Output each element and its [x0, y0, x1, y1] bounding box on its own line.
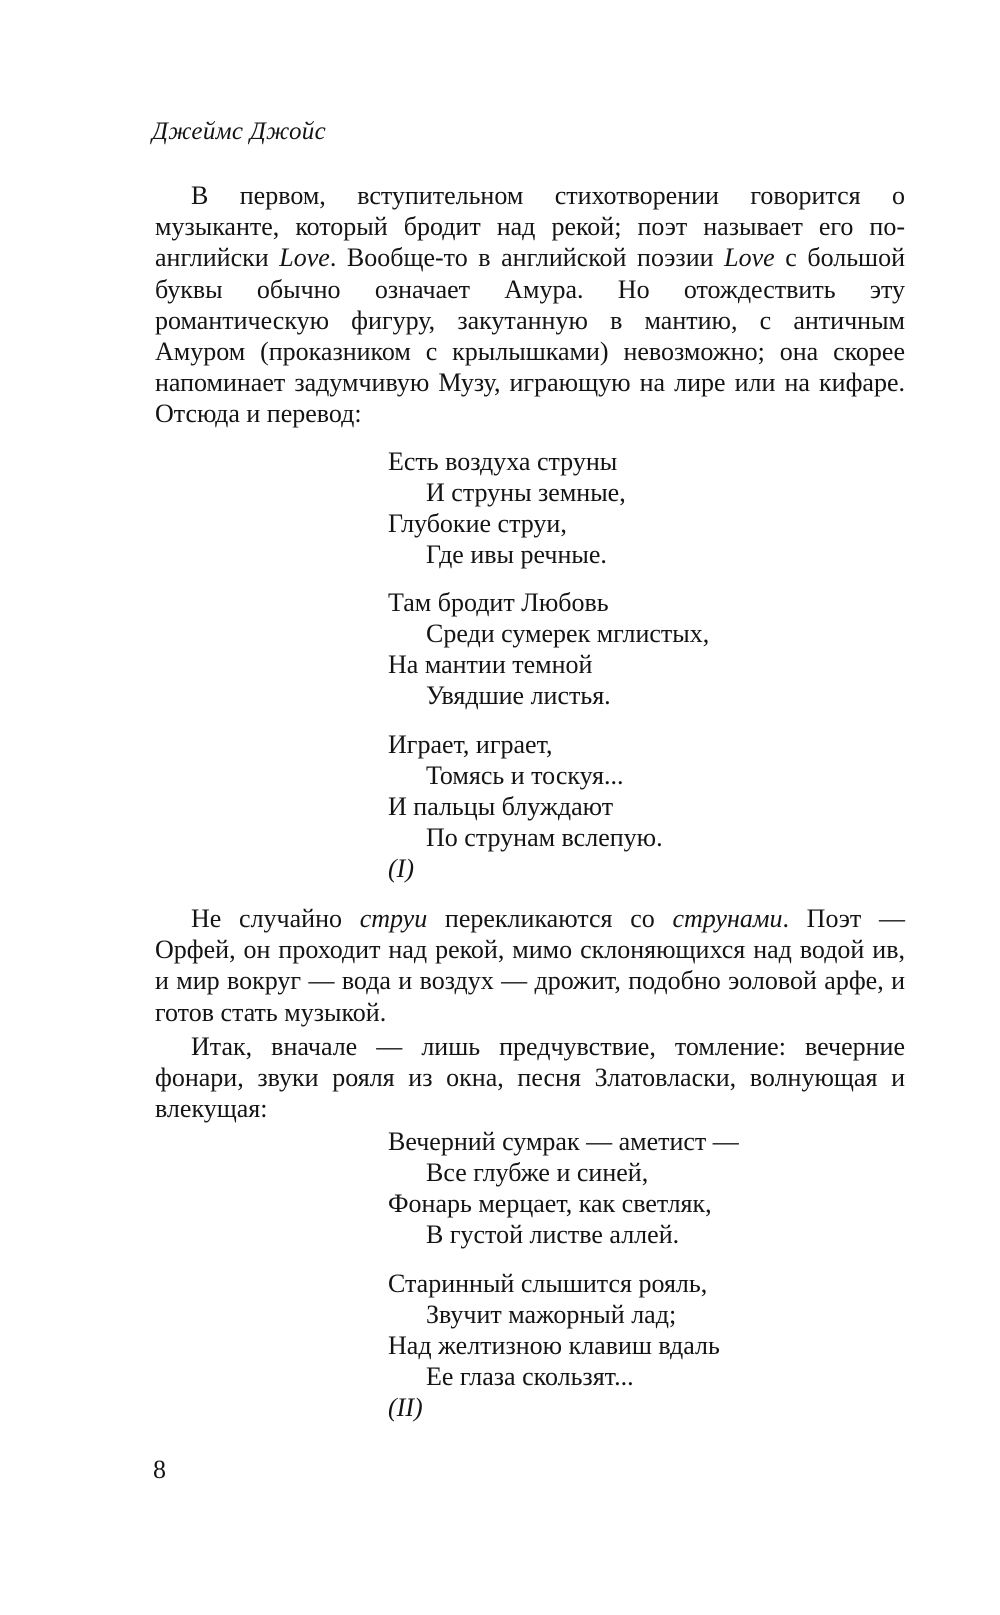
running-head: Джеймс Джойс — [152, 118, 326, 145]
verse-line: И пальцы блуждают — [388, 792, 614, 821]
text-segment: Итак, вначале — лишь предчувствие, томление: вечерние фонари, звуки рояля из окна, песня Златовласки, волнующая и влекущая: — [155, 1032, 905, 1124]
paragraph-premonition — [155, 1031, 905, 1125]
verse-line: Глубокие струи, — [388, 509, 567, 538]
verse-line: Фонарь мерцает, как светляк, — [388, 1189, 712, 1218]
verse-line: Есть воздуха струны — [388, 447, 618, 476]
text-segment-italic: Love — [279, 243, 330, 273]
paragraph-orpheus — [155, 903, 905, 1028]
verse-line: Там бродит Любовь — [388, 588, 609, 617]
verse-line: На мантии темной — [388, 650, 593, 679]
text-segment: . Вообще-то в английской поэзии — [329, 243, 725, 273]
verse-line: Старинный слышится рояль, — [388, 1269, 708, 1298]
poem-number: (I) — [388, 854, 414, 883]
poem1-stanza-1 — [388, 446, 626, 570]
text-segment: . Поэт — Орфей, он проходит над рекой, мимо склоняющихся над водой ив, и мир вокруг — вода и воздух — дрожит, подобно эоловой арфе, и готов стать музыкой. — [155, 904, 906, 1027]
page-number: 8 — [153, 1455, 166, 1484]
poem1-stanza-2 — [388, 587, 709, 711]
text-segment: В первом, вступительном стихотворении говорится о музыканте, который бродит над рекой; поэт называет его по-английски — [155, 181, 905, 273]
verse-line: Среди сумерек мглистых, — [426, 619, 710, 648]
verse-line: Томясь и тоскуя... — [426, 761, 624, 790]
verse-line: По струнам вслепую. — [426, 823, 663, 852]
verse-line: Увядшие листья. — [426, 681, 611, 710]
poem2-stanza-1 — [388, 1126, 739, 1250]
verse-line: В густой листве аллей. — [426, 1220, 680, 1249]
verse-line: Звучит мажорный лад; — [426, 1300, 677, 1329]
verse-line: Вечерний сумрак — аметист — — [388, 1127, 739, 1156]
poem1-stanza-3 — [388, 729, 663, 884]
verse-line: И струны земные, — [426, 478, 626, 507]
verse-line: Ее глаза скользят... — [426, 1362, 634, 1391]
paragraph-intro — [155, 180, 905, 430]
text-segment-italic: Love — [724, 243, 775, 273]
verse-line: Все глубже и синей, — [426, 1158, 649, 1187]
text-segment: перекликаются со — [427, 904, 673, 933]
text-segment: Не случайно — [191, 904, 360, 933]
verse-line: Играет, играет, — [388, 730, 553, 759]
text-segment-italic: струи — [359, 904, 428, 933]
poem-number: (II) — [388, 1393, 423, 1422]
text-segment: с большой буквы обычно означает Амура. Но отождествить эту романтическую фигуру, закутанную в мантию, с античным Амуром (проказником с крылышками) невозможно; она скорее напоминает задумчивую Музу, играющую на лире или на кифаре. Отсюда и перевод: — [155, 243, 905, 429]
verse-line: Над желтизною клавиш вдаль — [388, 1331, 720, 1360]
poem2-stanza-2 — [388, 1268, 720, 1423]
verse-line: Где ивы речные. — [426, 540, 607, 569]
text-segment-italic: струнами — [672, 904, 783, 933]
